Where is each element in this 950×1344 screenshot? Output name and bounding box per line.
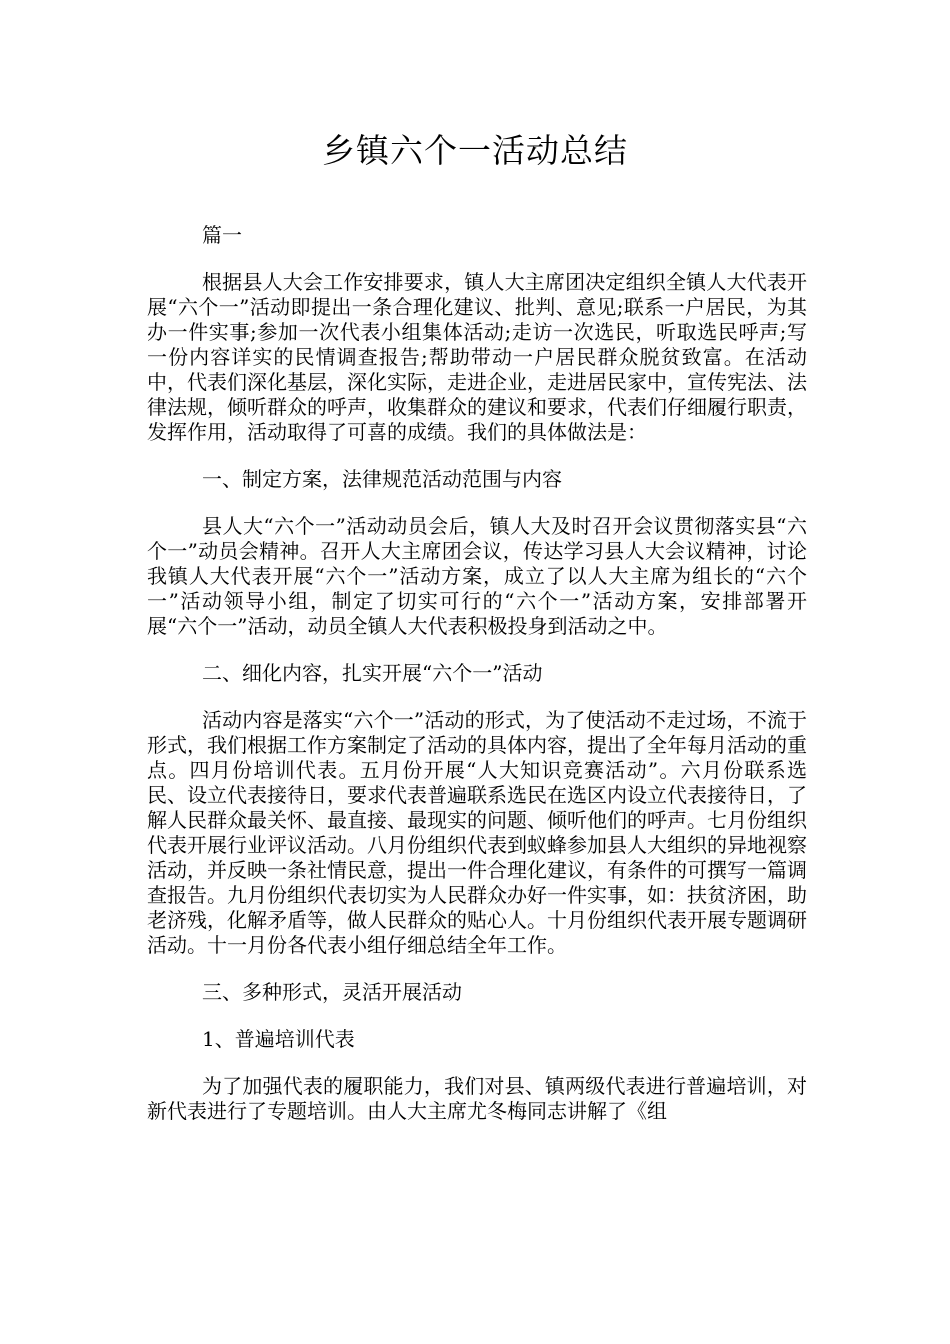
section-label-pian-yi: 篇一 [202,223,242,247]
intro-paragraph: 根据县人大会工作安排要求，镇人大主席团决定组织全镇人大代表开展“六个一”活动即提出一条合理化建议、批判、意见;联系一户居民，为其办一件实事;参加一次代表小组集体活动;走访一次选民，听取选民呼声;写一份内容详实的民情调查报告;帮助带动一户居民群众脱贫致富。在活动中，代表们深化基层，深化实际，走进企业，走进居民家中，宣传宪法、法律法规，倾听群众的呼声，收集群众的建议和要求，代表们仔细履行职责，发挥作用，活动取得了可喜的成绩。我们的具体做法是： [147,270,807,444]
section-2-paragraph: 活动内容是落实“六个一”活动的形式，为了使活动不走过场，不流于形式，我们根据工作方案制定了活动的具体内容，提出了全年每月活动的重点。四月份培训代表。五月份开展“人大知识竞赛活动”。六月份联系选民、设立代表接待日，要求代表普遍联系选民在选区内设立代表接待日，了解人民群众最关怀、最直接、最现实的问题、倾听他们的呼声。七月份组织代表开展行业评议活动。八月份组织代表到蚁蜂参加县人大组织的异地视察活动，并反映一条社情民意，提出一件合理化建议，有条件的可撰写一篇调查报告。九月份组织代表切实为人民群众办好一件实事，如：扶贫济困，助老济残，化解矛盾等，做人民群众的贴心人。十月份组织代表开展专题调研活动。十一月份各代表小组仔细总结全年工作。 [147,708,807,957]
section-1-paragraph: 县人大“六个一”活动动员会后，镇人大及时召开会议贯彻落实县“六个一”动员会精神。召开人大主席团会议，传达学习县人大会议精神，讨论我镇人大代表开展“六个一”活动方案，成立了以人大主席为组长的“六个一”活动领导小组，制定了切实可行的“六个一”活动方案，安排部署开展“六个一”活动，动员全镇人大代表积极投身到活动之中。 [147,514,807,638]
section-heading-2: 二、细化内容，扎实开展“六个一”活动 [202,661,543,685]
document-title: 乡镇六个一活动总结 [322,131,628,170]
section-heading-1: 一、制定方案，法律规范活动范围与内容 [202,467,562,491]
subsection-heading-3-1: 1、普遍培训代表 [202,1027,355,1051]
section-heading-3: 三、多种形式，灵活开展活动 [202,980,462,1004]
subsection-3-1-paragraph: 为了加强代表的履职能力，我们对县、镇两级代表进行普遍培训，对新代表进行了专题培训。由人大主席尤冬梅同志讲解了《组 [147,1074,807,1123]
document-body [147,223,807,1124]
